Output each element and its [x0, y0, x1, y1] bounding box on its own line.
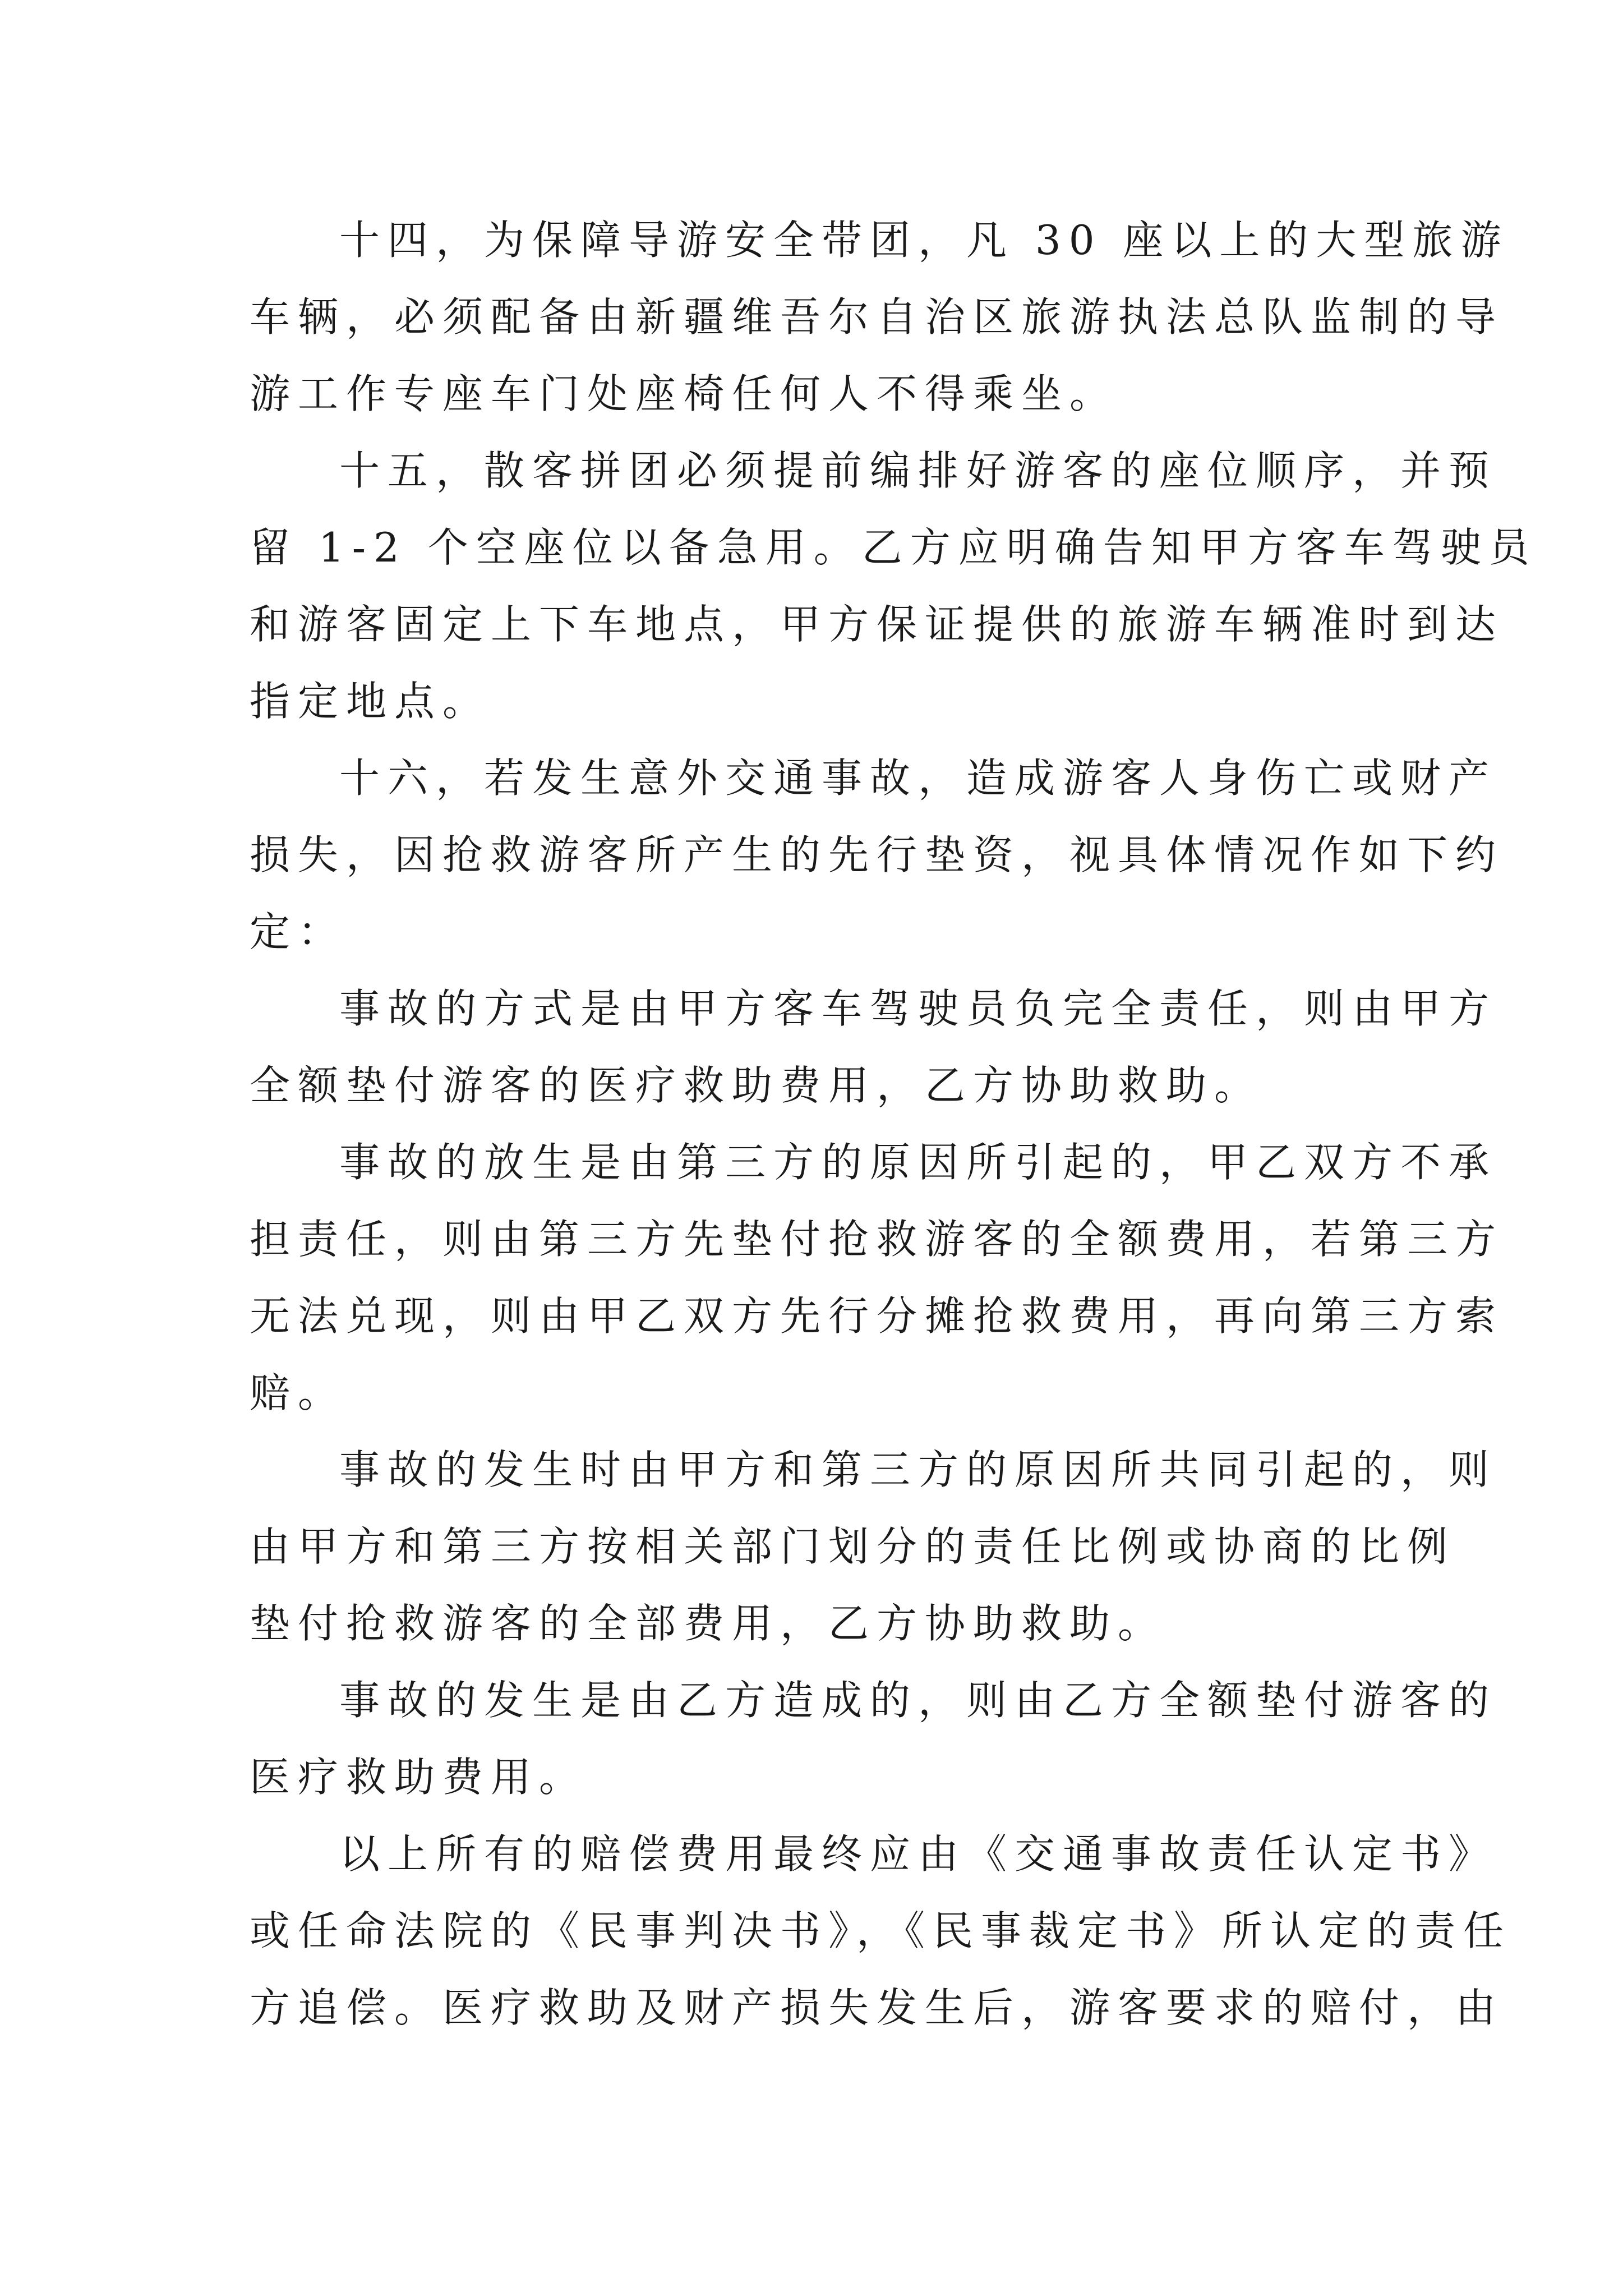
text-line: 事故的发生时由甲方和第三方的原因所共同引起的，则 — [339, 1446, 1497, 1493]
text-line: 十四，为保障导游安全带团，凡 30 座以上的大型旅游 — [339, 217, 1509, 264]
text-line: 事故的放生是由第三方的原因所引起的，甲乙双方不承 — [339, 1139, 1497, 1186]
text-line: 车辆，必须配备由新疆维吾尔自治区旅游执法总队监制的导 — [250, 293, 1504, 341]
text-line: 事故的方式是由甲方客车驾驶员负完全责任，则由甲方 — [339, 985, 1497, 1032]
text-line: 赔。 — [250, 1369, 347, 1416]
document-body — [250, 202, 1537, 2046]
text-line: 十五，散客拼团必须提前编排好游客的座位顺序，并预 — [339, 447, 1497, 494]
text-line: 留 1-2 个空座位以备急用。乙方应明确告知甲方客车驾驶员 — [250, 524, 1537, 571]
text-line: 定： — [250, 908, 347, 955]
text-line: 垫付抢救游客的全部费用，乙方协助救助。 — [250, 1600, 1166, 1647]
text-line: 方追偿。医疗救助及财产损失发生后，游客要求的赔付，由 — [250, 1984, 1504, 2031]
text-line: 事故的发生是由乙方造成的，则由乙方全额垫付游客的 — [339, 1677, 1497, 1724]
text-line: 和游客固定上下车地点，甲方保证提供的旅游车辆准时到达 — [250, 601, 1504, 648]
text-line: 担责任，则由第三方先垫付抢救游客的全额费用，若第三方 — [250, 1216, 1504, 1263]
text-line: 全额垫付游客的医疗救助费用，乙方协助救助。 — [250, 1062, 1263, 1109]
text-line: 游工作专座车门处座椅任何人不得乘坐。 — [250, 370, 1118, 417]
text-line: 十六，若发生意外交通事故，造成游客人身伤亡或财产 — [339, 754, 1497, 802]
text-line: 以上所有的赔偿费用最终应由《交通事故责任认定书》 — [339, 1830, 1497, 1878]
text-line: 指定地点。 — [250, 678, 491, 725]
text-line: 由甲方和第三方按相关部门划分的责任比例或协商的比例 — [250, 1523, 1456, 1570]
text-line: 损失，因抢救游客所产生的先行垫资，视具体情况作如下约 — [250, 831, 1504, 878]
text-line: 或任命法院的《民事判决书》，《民事裁定书》所认定的责任 — [250, 1907, 1512, 1954]
text-line: 医疗救助费用。 — [250, 1754, 588, 1801]
text-line: 无法兑现，则由甲乙双方先行分摊抢救费用，再向第三方索 — [250, 1292, 1504, 1340]
